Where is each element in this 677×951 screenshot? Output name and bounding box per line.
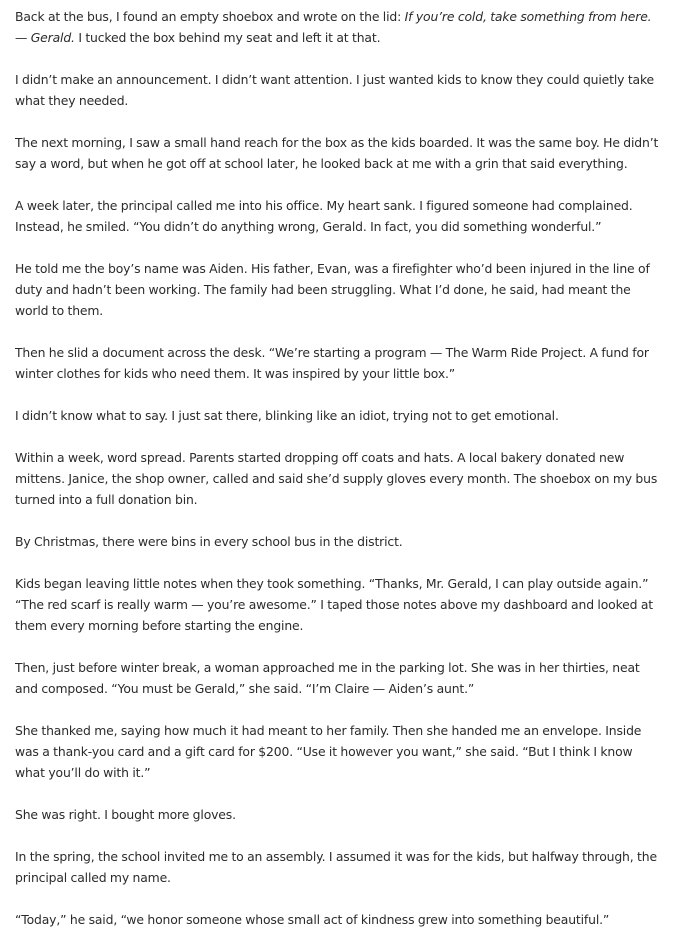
paragraph: Kids began leaving little notes when they took something. “Thanks, Mr. Gerald, I can play outside again.” “The red scarf is really warm — you’re awesome.” I taped those notes above my dashboard and looked at them every morning before starting the engine. [15, 576, 653, 633]
paragraph-text: Back at the bus, I found an empty shoebox and wrote on the lid: [15, 9, 405, 24]
paragraph: The next morning, I saw a small hand reach for the box as the kids boarded. It was the same boy. He didn’t say a word, but when he got off at school later, he looked back at me with a grin that said everything. [15, 135, 659, 171]
paragraph: “Today,” he said, “we honor someone whose small act of kindness grew into something beautiful.” [15, 912, 610, 927]
article-body [15, 6, 665, 951]
shoebox-lid-note: If you’re cold, take something from here. — Gerald. [15, 9, 652, 45]
paragraph [15, 6, 665, 48]
paragraph: By Christmas, there were bins in every school bus in the district. [15, 534, 403, 549]
paragraph: Within a week, word spread. Parents started dropping off coats and hats. A local bakery donated new mittens. Janice, the shop owner, called and said she’d supply gloves every month. The shoebox on my bus turned into a full donation bin. [15, 450, 658, 507]
paragraph: I didn’t make an announcement. I didn’t want attention. I just wanted kids to know they could quietly take what they needed. [15, 72, 655, 108]
paragraph: In the spring, the school invited me to an assembly. I assumed it was for the kids, but halfway through, the principal called my name. [15, 849, 657, 885]
paragraph: Then he slid a document across the desk. “We’re starting a program — The Warm Ride Project. A fund for winter clothes for kids who need them. It was inspired by your little box.” [15, 345, 649, 381]
paragraph: She was right. I bought more gloves. [15, 807, 236, 822]
paragraph: Then, just before winter break, a woman approached me in the parking lot. She was in her thirties, neat and composed. “You must be Gerald,” she said. “I’m Claire — Aiden’s aunt.” [15, 660, 640, 696]
paragraph: She thanked me, saying how much it had meant to her family. Then she handed me an envelope. Inside was a thank-you card and a gift card for $200. “Use it however you want,” she said. “But I think I know what you’ll do with it.” [15, 723, 642, 780]
paragraph: He told me the boy’s name was Aiden. His father, Evan, was a firefighter who’d been injured in the line of duty and hadn’t been working. The family had been struggling. What I’d done, he said, had meant the world to them. [15, 261, 650, 318]
paragraph-text: I tucked the box behind my seat and left it at that. [74, 30, 381, 45]
paragraph: A week later, the principal called me into his office. My heart sank. I figured someone had complained. Instead, he smiled. “You didn’t do anything wrong, Gerald. In fact, you did something wonderful.” [15, 198, 633, 234]
paragraph: I didn’t know what to say. I just sat there, blinking like an idiot, trying not to get emotional. [15, 408, 559, 423]
